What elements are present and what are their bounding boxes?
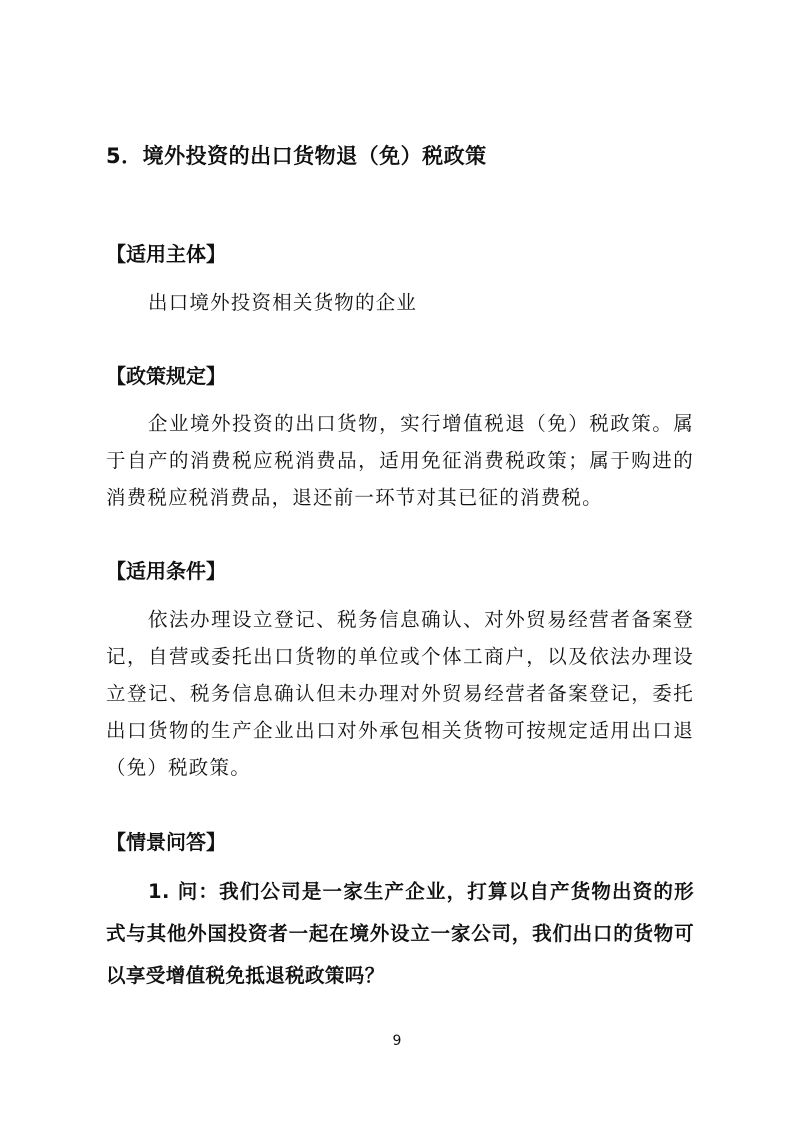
label-scenario-qa: 【情景问答】 <box>106 830 226 854</box>
label-policy-provision: 【政策规定】 <box>106 364 226 388</box>
label-applicable-conditions: 【适用条件】 <box>106 559 226 583</box>
page-number: 9 <box>392 1033 402 1049</box>
paragraph-applicable-conditions: 依法办理设立登记、税务信息确认、对外贸易经营者备案登记，自营或委托出口货物的单位或个体工商户，以及依法办理设立登记、税务信息确认但未办理对外贸易经营者备案登记，委托出口货物的生产企业出口对外承包相关货物可按规定适用出口退（免）税政策。 <box>106 608 694 779</box>
label-applicable-subject: 【适用主体】 <box>106 242 226 266</box>
paragraph-applicable-subject: 出口境外投资相关货物的企业 <box>148 291 418 314</box>
paragraph-policy-provision: 企业境外投资的出口货物，实行增值税退（免）税政策。属于自产的消费税应税消费品，适用免征消费税政策；属于购进的消费税应税消费品，退还前一环节对其已征的消费税。 <box>106 412 694 509</box>
paragraph-scenario-question: 1. 问：我们公司是一家生产企业，打算以自产货物出资的形式与其他外国投资者一起在境外设立一家公司，我们出口的货物可以享受增值税免抵退税政策吗？ <box>106 880 694 987</box>
section-heading: 5．境外投资的出口货物退（免）税政策 <box>106 144 487 168</box>
